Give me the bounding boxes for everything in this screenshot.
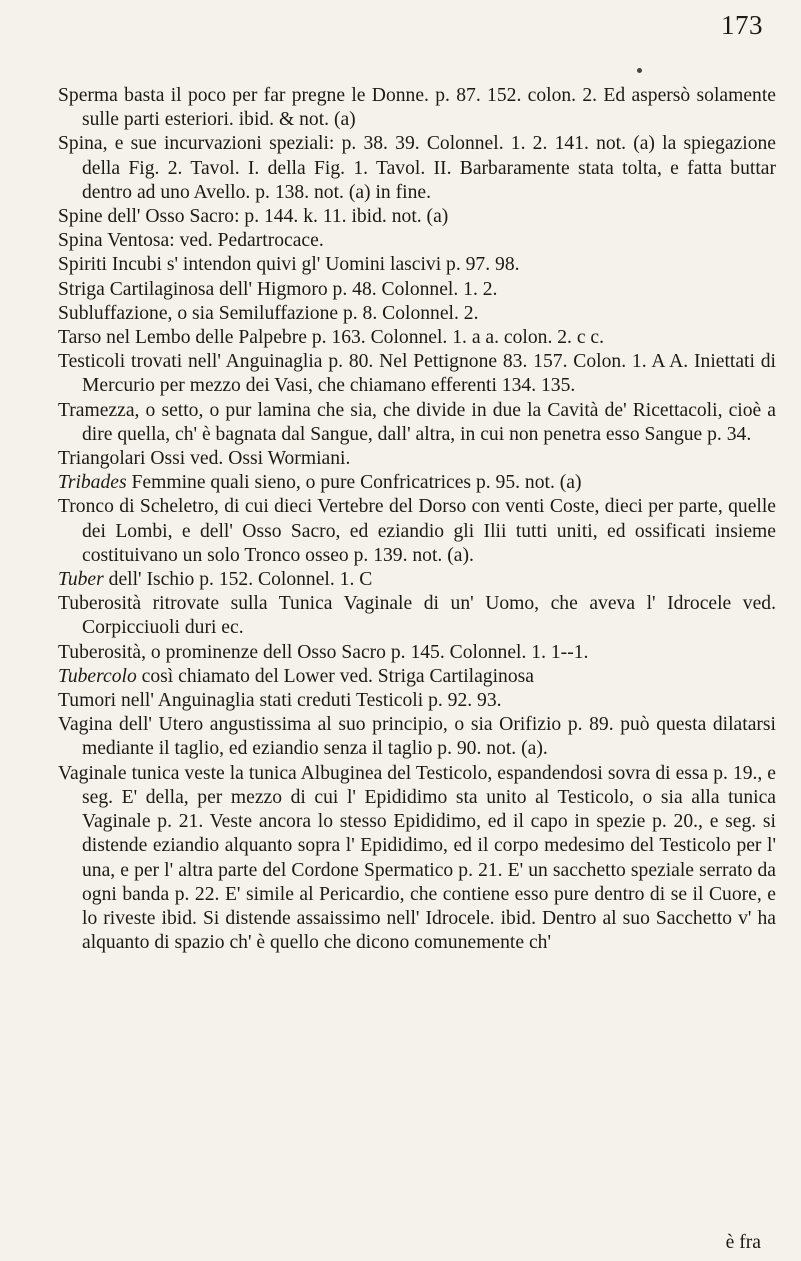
entry-head: Subluffazione, [58, 302, 173, 324]
page-number: 173 [721, 10, 763, 40]
entry-text: dell' Ischio p. 152. Colonnel. 1. C [108, 569, 373, 591]
index-entry [58, 302, 776, 326]
index-entry [58, 205, 776, 229]
entry-text: Femmine quali sieno, o pure Confricatrices p. 95. not. (a) [131, 472, 582, 494]
entry-text: Incubi s' intendon quivi gl' Uomini lascivi p. 97. 98. [111, 254, 520, 276]
index-entry [58, 447, 776, 471]
entry-head: Tramezza, [58, 399, 140, 421]
entry-text: basta il poco per far pregne le Donne. p. 87. 152. colon. 2. Ed aspersò solamente sulle parti esteriori. ibid. & not. (a) [82, 85, 776, 131]
index-entry [58, 399, 776, 447]
entry-head: Vaginale [58, 762, 127, 784]
entry-head: Tuberosità [58, 593, 142, 615]
index-entry [58, 350, 776, 398]
entry-text: tunica veste la tunica Albuginea del Testicolo, espandendosi sovra di essa p. 19., e seg. E' della, per mezzo di cui l' Epididimo sta unito al Testicolo, o sia alla tunica Vaginale p. 21. Veste ancora lo stesso Epididimo, ed il capo in spezie p. 20., e seg. si distende eziandio alquanto sopra l' Epididimo, ed il corpo medesimo del Testicolo per l' una, e per l' altra parte del Cordone Spermatico p. 21. E' un sacchetto speziale serrato da ogni banda p. 22. E' simile al Pericardio, che contiene esso pure dentro di se il Cuore, e lo riveste ibid. Si distende assaissimo nell' Idrocele. ibid. Dentro al suo Sacchetto v' ha alquanto di spazio ch' è quello che dicono comunemente ch' [82, 762, 777, 954]
entry-head: Sperma [58, 85, 118, 106]
catchword: è fra [725, 1232, 761, 1253]
entry-head: Tuber [58, 569, 104, 591]
entry-head: Vagina [58, 714, 113, 736]
entry-text: o sia Semiluffazione p. 8. Colonnel. 2. [177, 302, 479, 324]
entry-text: dell' Utero angustissima al suo principio, o sia Orifizio p. 89. può questa dilatarsi mediante il taglio, ed eziandio senza il taglio p. 90. not. (a). [82, 714, 776, 760]
index-entry [58, 689, 776, 713]
entry-text: dell' Osso Sacro: p. 144. k. 11. ibid. not. (a) [107, 206, 449, 228]
index-entry [58, 326, 776, 350]
entry-text: o prominenze dell Osso Sacro p. 145. Colonnel. 1. 1--1. [150, 641, 589, 663]
index-entry [58, 132, 776, 205]
entry-head: Spiriti [58, 254, 107, 276]
index-entry [58, 762, 776, 956]
entry-head: Spine [58, 206, 103, 228]
entry-text: e sue incurvazioni speziali: p. 38. 39. Colonnel. 1. 2. 141. not. (a) la spiegazione della Fig. 2. Tavol. I. della Fig. 1. Tavol. II. Barbaramente stata tolta, e fatta buttar dentro ad uno Avello. p. 138. not. (a) in fine. [82, 133, 776, 203]
entry-text: trovati nell' Anguinaglia p. 80. Nel Pettignone 83. 157. Colon. 1. A A. Iniettati di Mercurio per mezzo dei Vasi, che chiamano efferenti 134. 135. [82, 351, 777, 397]
entry-head: Tumori [58, 690, 117, 712]
index-entry [58, 229, 776, 253]
entry-head: Triangolari [58, 448, 146, 470]
entry-head: Tubercolo [58, 665, 137, 687]
index-entry [58, 471, 776, 495]
entry-head: Tribades [58, 472, 127, 494]
index-entry [58, 713, 776, 761]
index-entry [58, 495, 776, 568]
index-entries [58, 84, 776, 955]
entry-head: Spina, [58, 133, 108, 155]
entry-head: Testicoli [58, 351, 126, 373]
entry-text: ritrovate sulla Tunica Vaginale di un' Uomo, che aveva l' Idrocele ved. Corpicciuoli duri ec. [82, 593, 776, 639]
entry-text: o setto, o pur lamina che sia, che divide in due la Cavità de' Ricettacoli, cioè a dire quella, ch' è bagnata dal Sangue, dall' altra, in cui non penetra esso Sangue p. 34. [82, 399, 776, 445]
entry-text: nell' Anguinaglia stati creduti Testicoli p. 92. 93. [121, 690, 502, 712]
entry-text: di Scheletro, di cui dieci Vertebre del Dorso con venti Coste, dieci per parte, quelle dei Lombi, e dell' Osso Sacro, ed eziandio gli Ilii tutti uniti, ed ossificati insieme costituivano un solo Tronco osseo p. 139. not. (a). [82, 496, 776, 566]
entry-head: Striga [58, 278, 105, 300]
entry-head: Tronco [58, 496, 114, 518]
entry-head: Tarso [58, 327, 102, 349]
ink-dot [637, 68, 642, 73]
entry-text: nel Lembo delle Palpebre p. 163. Colonnel. 1. a a. colon. 2. c c. [106, 327, 605, 349]
entry-head: Spina [58, 230, 103, 252]
entry-text: Cartilaginosa dell' Higmoro p. 48. Colonnel. 1. 2. [109, 278, 498, 300]
index-entry [58, 278, 776, 302]
index-entry [58, 641, 776, 665]
index-entry [58, 568, 776, 592]
entry-text: Ossi ved. Ossi Wormiani. [150, 448, 351, 470]
index-entry [58, 665, 776, 689]
index-entry [58, 84, 776, 132]
entry-text: Ventosa: ved. Pedartrocace. [107, 230, 324, 252]
index-entry [58, 592, 776, 640]
entry-text: così chiamato del Lower ved. Striga Cartilaginosa [141, 665, 534, 687]
index-entry [58, 253, 776, 277]
entry-head: Tuberosità, [58, 641, 146, 663]
